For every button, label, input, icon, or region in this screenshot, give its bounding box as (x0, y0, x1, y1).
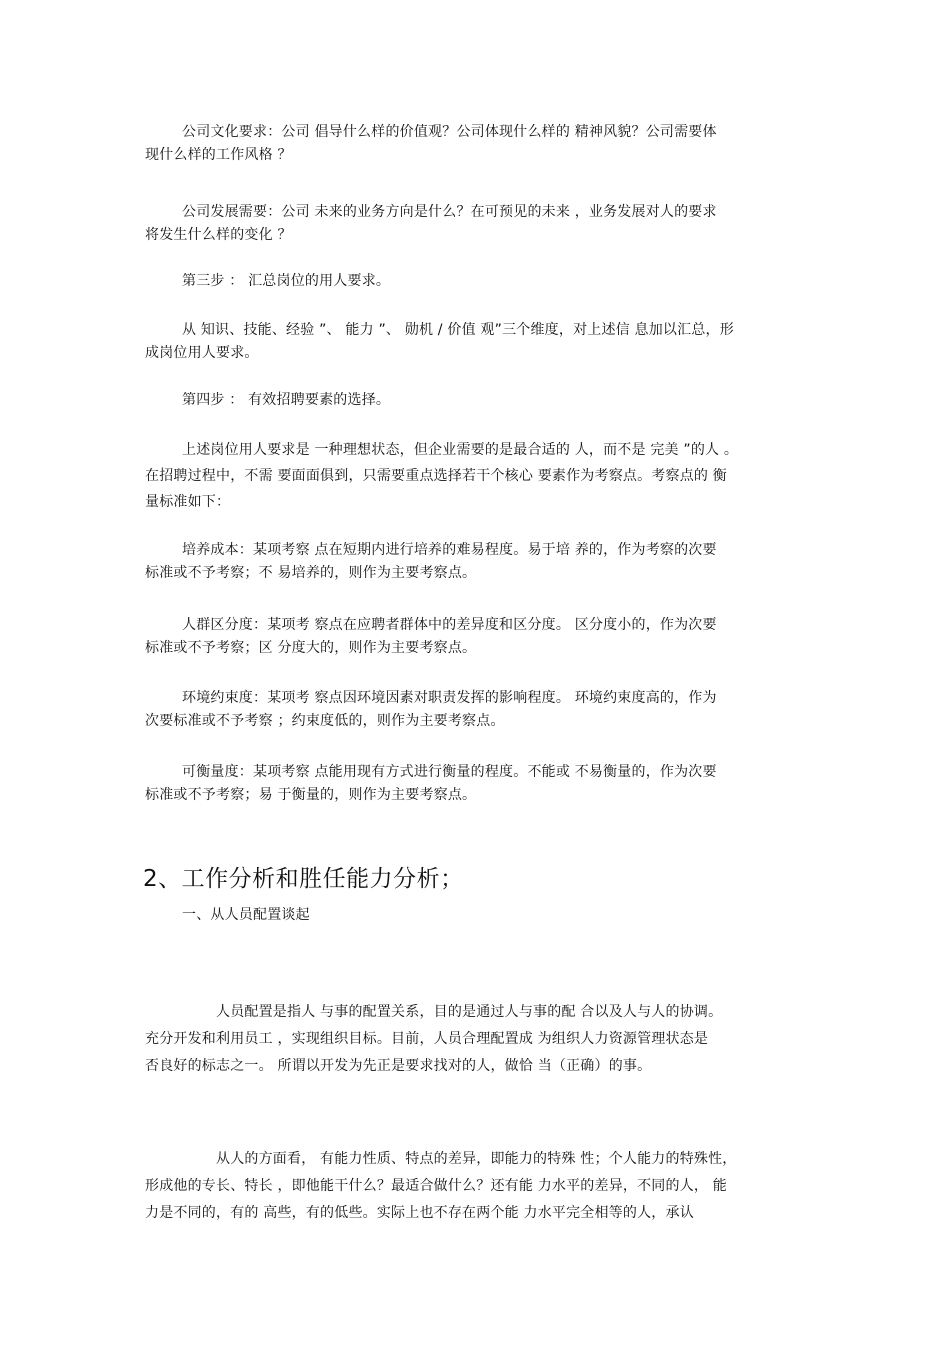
text-line: 人群区分度：某项考 察点在应聘者群体中的差异度和区分度。 区分度小的，作为次要 (182, 617, 717, 633)
text-line: 一、从人员配置谈起 (182, 907, 310, 923)
text-line: 标准或不予考察；不 易培养的，则作为主要考察点。 (145, 565, 477, 581)
text-line: 将发生什么样的变化 ？ (145, 227, 292, 243)
paragraph-measurability (145, 761, 825, 807)
paragraph-ideal-state (145, 439, 825, 514)
paragraph-training-cost (145, 539, 825, 585)
text-line: 人员配置是指人 与事的配置关系，目的是通过人与事的配 合以及人与人的协调。 (216, 1004, 723, 1020)
subsection-heading (145, 904, 825, 927)
text-line: 从 知识、技能、经验 ”、 能力 ”、 勋机 / 价值 观”三个维度，对上述信 息加以汇总，形 (182, 322, 734, 338)
text-line: 标准或不予考察；易 于衡量的，则作为主要考察点。 (145, 787, 477, 803)
text-line: 从人的方面看， 有能力性质、特点的差异，即能力的特殊 性；个人能力的特殊性， (216, 1151, 737, 1167)
text-line: 环境约束度：某项考 察点因环境因素对职责发挥的影响程度。 环境约束度高的，作为 (182, 690, 717, 706)
text-line: 形成他的专长、特长 ，即他能干什么？最适合做什么？还有能 力水平的差异，不同的人， 能 (145, 1178, 727, 1194)
text-line: 培养成本：某项考察 点在短期内进行培养的难易程度。易于培 养的，作为考察的次要 (182, 542, 717, 558)
text-line: 次要标准或不予考察 ；约束度低的，则作为主要考察点。 (145, 713, 505, 729)
paragraph-group-distinction (145, 614, 825, 660)
text-line: 可衡量度：某项考察 点能用现有方式进行衡量的程度。不能或 不易衡量的，作为次要 (182, 764, 717, 780)
text-line: 上述岗位用人要求是 一种理想状态，但企业需要的是最合适的 人，而不是 完美 ”的人 。 (182, 442, 739, 458)
text-line: 第三步 ： 汇总岗位的用人要求。 (182, 273, 391, 289)
paragraph-staffing (145, 999, 825, 1080)
paragraph-environment-constraint (145, 687, 825, 733)
paragraph-step-four (145, 389, 825, 412)
text-line: 标准或不予考察；区 分度大的，则作为主要考察点。 (145, 640, 477, 656)
text-line: 成岗位用人要求。 (145, 345, 259, 361)
paragraph-company-development (145, 201, 825, 247)
section-heading: 2、工作分析和胜任能力分析； (143, 866, 464, 893)
text-line: 在招聘过程中，不需 要面面俱到，只需要重点选择若干个核心 要素作为考察点。考察点的 衡 (145, 468, 727, 484)
text-line: 力是不同的，有的 高些，有的低些。实际上也不存在两个能 力水平完全相等的人，承认 (145, 1205, 694, 1221)
text-line: 否良好的标志之一。 所谓以开发为先正是要求找对的人，做恰 当（正确）的事。 (145, 1058, 652, 1074)
text-line: 充分开发和利用员工 ，实现组织目标。目前，人员合理配置成 为组织人力资源管理状态是 (145, 1031, 709, 1047)
paragraph-company-culture (145, 121, 825, 167)
text-line: 公司发展需要：公司 未来的业务方向是什么？在可预见的未来 ，业务发展对人的要求 (182, 204, 717, 220)
paragraph-step-three (145, 270, 825, 293)
paragraph-three-dimensions (145, 319, 825, 365)
text-line: 第四步 ： 有效招聘要素的选择。 (182, 392, 391, 408)
paragraph-abilities (145, 1146, 825, 1227)
text-line: 现什么样的工作风格 ？ (145, 147, 292, 163)
text-line: 公司文化要求：公司 倡导什么样的价值观？公司体现什么样的 精神风貌？公司需要体 (182, 124, 717, 140)
text-line: 量标准如下： (145, 494, 231, 510)
